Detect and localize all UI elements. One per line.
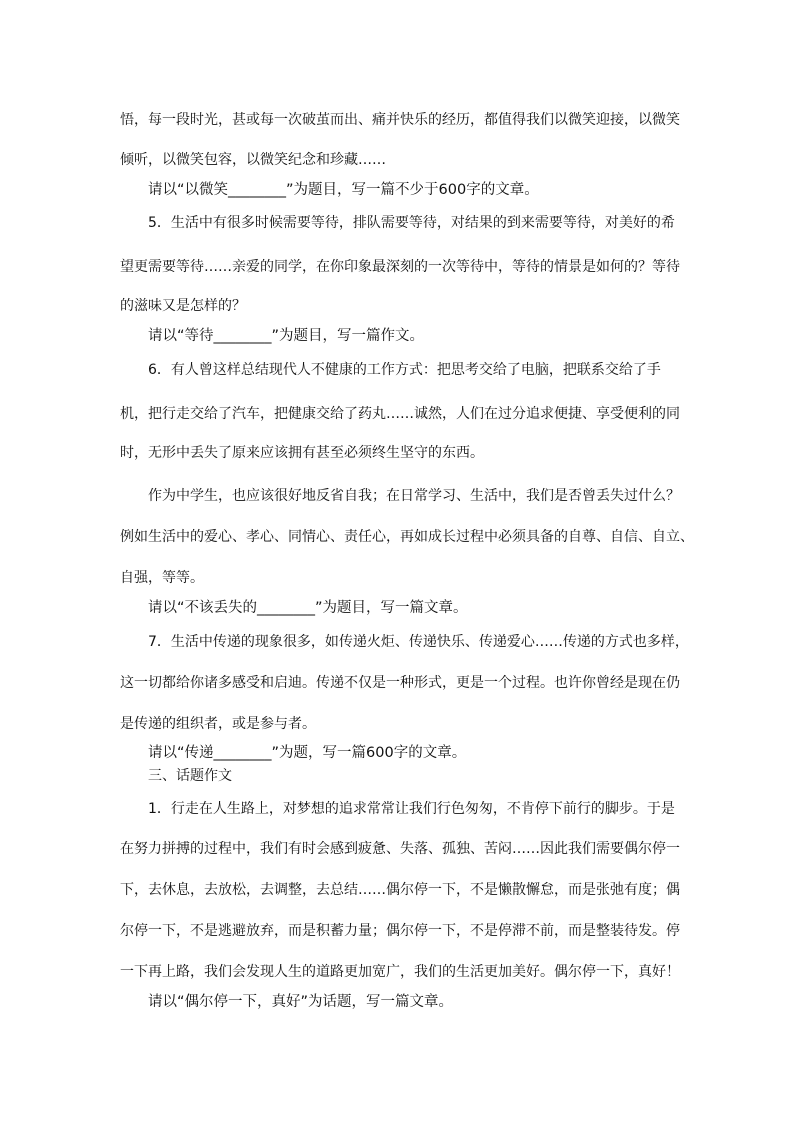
- paragraph-line: 6．有人曾这样总结现代人不健康的工作方式：把思考交给了电脑，把联系交给了手: [148, 362, 661, 378]
- paragraph-line: 1．行走在人生路上，对梦想的追求常常让我们行色匆匆，不肯停下前行的脚步。于是: [148, 801, 675, 817]
- paragraph-line: 7．生活中传递的现象很多，如传递火炬、传递快乐、传递爱心……传递的方式也多样，: [148, 634, 689, 650]
- paragraph-line: 作为中学生，也应该很好地反省自我；在日常学习、生活中，我们是否曾丢失过什么？: [148, 488, 680, 504]
- paragraph-line: 下，去休息，去放松，去调整，去总结……偶尔停一下，不是懒散懈怠，而是张弛有度；偶: [120, 882, 680, 898]
- paragraph-line: 的滋味又是怎样的？: [120, 298, 246, 314]
- paragraph-line: 是传递的组织者，或是参与者。: [120, 716, 316, 732]
- paragraph-line: 望更需要等待……亲爱的同学，在你印象最深刻的一次等待中，等待的情景是如何的？等待: [120, 259, 680, 275]
- paragraph-line: 自强，等等。: [120, 570, 204, 586]
- essay-prompt: 请以“不该丢失的________”为题目，写一篇文章。: [148, 600, 468, 616]
- essay-prompt: 请以“等待________”为题目，写一篇作文。: [148, 328, 425, 344]
- paragraph-line: 一下再上路，我们会发现人生的道路更加宽广，我们的生活更加美好。偶尔停一下，真好！: [120, 964, 680, 980]
- section-heading: 三、话题作文: [148, 768, 232, 784]
- paragraph-line: 悟，每一段时光，甚或每一次破茧而出、痛并快乐的经历，都值得我们以微笑迎接，以微笑: [120, 112, 680, 128]
- paragraph-line: 这一切都给你诸多感受和启迪。传递不仅是一种形式，更是一个过程。也许你曾经是现在仍: [120, 675, 680, 691]
- essay-prompt: 请以“传递________”为题，写一篇600字的文章。: [148, 745, 467, 761]
- essay-prompt: 请以“偶尔停一下，真好”为话题，写一篇文章。: [148, 994, 454, 1010]
- paragraph-line: 5．生活中有很多时候需要等待，排队需要等待，对结果的到来需要等待，对美好的希: [148, 215, 675, 231]
- paragraph-line: 时，无形中丢失了原来应该拥有甚至必须终生坚守的东西。: [120, 445, 484, 461]
- paragraph-line: 机，把行走交给了汽车，把健康交给了药丸……诚然，人们在过分追求便捷、享受便利的同: [120, 406, 680, 422]
- paragraph-line: 倾听，以微笑包容，以微笑纪念和珍藏……: [120, 152, 386, 168]
- paragraph-line: 在努力拼搏的过程中，我们有时会感到疲惫、失落、孤独、苦闷……因此我们需要偶尔停一: [120, 841, 680, 857]
- essay-prompt: 请以“以微笑________”为题目，写一篇不少于600字的文章。: [148, 182, 539, 198]
- paragraph-line: 例如生活中的爱心、孝心、同情心、责任心，再如成长过程中必须具备的自尊、自信、自立、: [120, 529, 694, 545]
- paragraph-line: 尔停一下，不是逃避放弃，而是积蓄力量；偶尔停一下，不是停滞不前，而是整装待发。停: [120, 923, 680, 939]
